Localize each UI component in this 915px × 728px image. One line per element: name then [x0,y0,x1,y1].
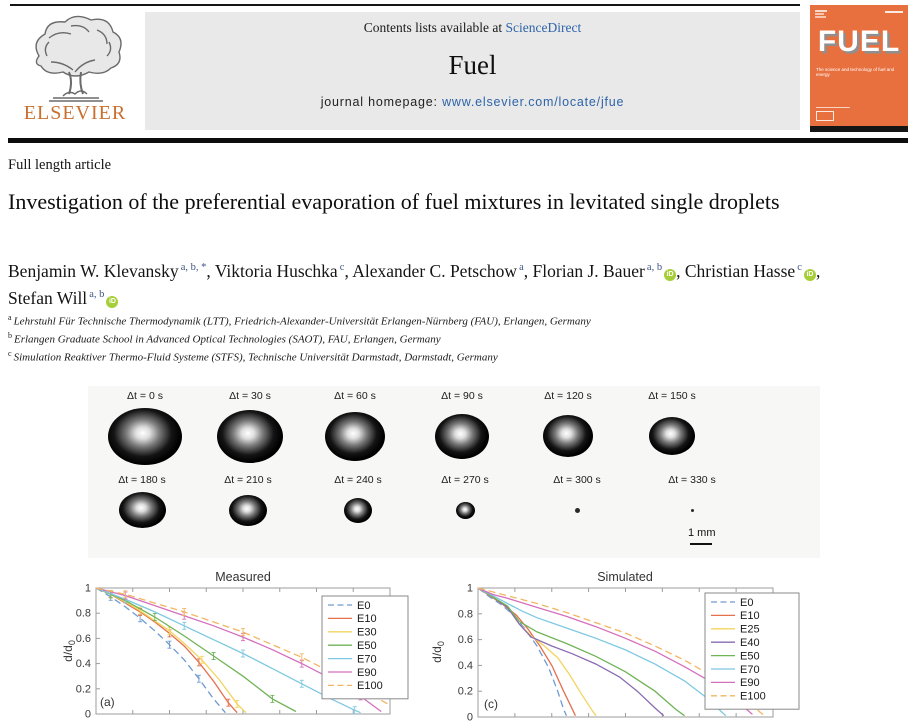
homepage-link[interactable]: www.elsevier.com/locate/jfue [442,95,625,109]
droplet-image [108,408,182,465]
droplet-figure [88,386,820,558]
series-E50 [478,588,685,716]
author-superscript: a, b, * [178,262,207,274]
legend-label: E90 [740,677,760,690]
top-rule [10,4,800,6]
scale-bar [690,543,712,545]
elsevier-wordmark: ELSEVIER [23,102,127,124]
legend-label: E10 [357,613,377,626]
legend-label: E90 [357,666,377,679]
legend-label: E25 [740,623,760,636]
author-superscript: c [795,262,802,274]
affiliation [8,329,591,347]
journal-title: Fuel [448,50,497,80]
affiliation-superscript: c [8,349,14,359]
y-tick-label: 0.2 [457,685,473,698]
y-tick-label: 0.6 [75,632,91,645]
y-tick-label: 1 [466,582,473,595]
journal-header-box [145,12,800,130]
legend-label: E70 [740,663,760,676]
author-superscript: a, b [87,289,105,301]
legend-label: E50 [357,640,377,652]
author: Christian Hasse $^c$iD [685,261,816,281]
droplet-time-label: Δt = 180 s [118,474,166,486]
y-tick-label: 0 [84,708,91,721]
panel-label: (a) [100,695,115,709]
droplet-image [543,415,593,457]
chart-measured [60,568,410,728]
droplet-time-label: Δt = 0 s [127,390,163,402]
droplet-time-label: Δt = 60 s [334,390,376,402]
elsevier-tree-icon [19,12,131,104]
article-title: Investigation of the preferential evaporation of fuel mixtures in levitated single droplets [8,189,780,214]
affiliation-superscript: b [8,331,14,341]
cover-tagline: The science and technology of fuel and energy [816,67,895,77]
legend-label: E100 [740,690,766,703]
y-tick-label: 0.2 [75,683,91,696]
droplet-image [344,498,372,523]
y-tick-label: 1 [84,582,91,595]
author-superscript: c [337,262,345,274]
droplet-image [649,417,695,455]
droplet-time-label: Δt = 300 s [553,474,601,486]
droplet-time-label: Δt = 30 s [229,390,271,402]
author: Stefan Will $^{a, b}$iD [8,288,118,308]
legend-label: E70 [357,653,377,666]
cover-logo-box [816,111,834,121]
series-E30 [96,588,246,713]
cover-title: FUEL [817,25,901,58]
cover-microtext-bar [816,107,850,109]
author: Florian J. Bauer $^{a, b}$iD [533,261,677,281]
author: Benjamin W. Klevansky $^{a, b, *}$ [8,261,207,281]
droplet-time-label: Δt = 270 s [441,474,489,486]
cover-microtext-bar [815,10,827,12]
droplet-image [575,508,580,513]
droplet-time-label: Δt = 150 s [648,390,696,402]
droplet-image [325,412,385,461]
cover-microtext-bar [885,11,903,13]
orcid-icon[interactable]: iD [804,269,816,281]
elsevier-logo [10,12,140,130]
homepage-line [145,95,800,109]
droplet-image [119,492,166,528]
legend-label: E50 [740,650,760,663]
article-type-label: Full length article [8,157,112,173]
affiliation-superscript: a [8,313,14,322]
chart-simulated [428,568,808,728]
y-tick-label: 0.4 [75,658,91,671]
series-E70 [478,588,726,716]
contents-line [145,20,800,36]
droplet-time-label: Δt = 90 s [441,390,483,402]
scale-bar-label: 1 mm [688,527,716,539]
author-superscript: a [517,262,524,274]
droplet-image [217,410,283,463]
cover-microtext-bar [815,16,826,18]
orcid-icon[interactable]: iD [106,296,118,308]
author: Viktoria Huschka $^c$ [214,261,345,281]
affiliation-text: Simulation Reaktiver Thermo-Fluid Systeme (STFS), Technische Universität Darmstadt, Darmstadt, Germany [13,351,498,364]
droplet-time-label: Δt = 330 s [668,474,716,486]
droplet-image [691,509,694,512]
author-list: Benjamin W. Klevansky $^{a, b, *}$, Viktoria Huschka $^c$, Alexander C. Petschow $^a$, Florian J. Bauer $^{a, b}$iD , Christian Hasse $^c$iD , Stefan Will $^{a, b}$iD [8,261,821,309]
legend-label: E0 [357,599,371,612]
orcid-icon[interactable]: iD [664,269,676,281]
legend-label: E0 [740,596,754,609]
legend-label: E40 [740,637,760,649]
series-E10 [96,588,237,713]
y-tick-label: 0 [466,711,473,724]
droplet-image [435,414,489,459]
chart-title: Measured [215,570,271,584]
droplet-time-label: Δt = 210 s [224,474,272,486]
legend-label: E10 [740,610,760,623]
y-tick-label: 0.6 [457,634,473,647]
sciencedirect-link[interactable]: ScienceDirect [505,20,582,35]
droplet-time-label: Δt = 240 s [334,474,382,486]
legend-label: E100 [357,680,383,693]
legend-label: E30 [357,626,377,639]
affiliation-text: Lehrstuhl Für Technische Thermodynamik (LTT), Friedrich-Alexander-Universität Erlangen-Nürnberg (FAU), Erlangen, Germany [13,315,591,328]
contents-prefix: Contents lists available at [363,20,506,35]
series-E50 [96,588,296,712]
header-divider-rule [8,138,908,143]
homepage-prefix: journal homepage: [320,95,443,109]
cover-bottom-band [810,126,908,132]
affiliation-list [8,311,591,365]
y-tick-label: 0.8 [75,607,91,620]
chart-title: Simulated [597,570,653,584]
panel-label: (c) [484,697,498,711]
author-superscript: a, b [644,262,663,274]
y-tick-label: 0.4 [457,659,473,672]
y-axis-label: $d/d_0$ [61,640,77,662]
y-axis-label: $d/d_0$ [430,641,446,663]
y-tick-label: 0.8 [457,608,473,621]
droplet-image [229,495,267,526]
affiliation [8,347,591,365]
affiliation [8,311,591,329]
cover-microtext-bar [815,13,824,15]
author: Alexander C. Petschow $^a$ [352,261,524,281]
journal-cover-thumbnail [810,5,908,132]
affiliation-text: Erlangen Graduate School in Advanced Optical Technologies (SAOT), FAU, Erlangen, Germany [14,333,441,346]
droplet-image [456,502,475,519]
droplet-time-label: Δt = 120 s [544,390,592,402]
